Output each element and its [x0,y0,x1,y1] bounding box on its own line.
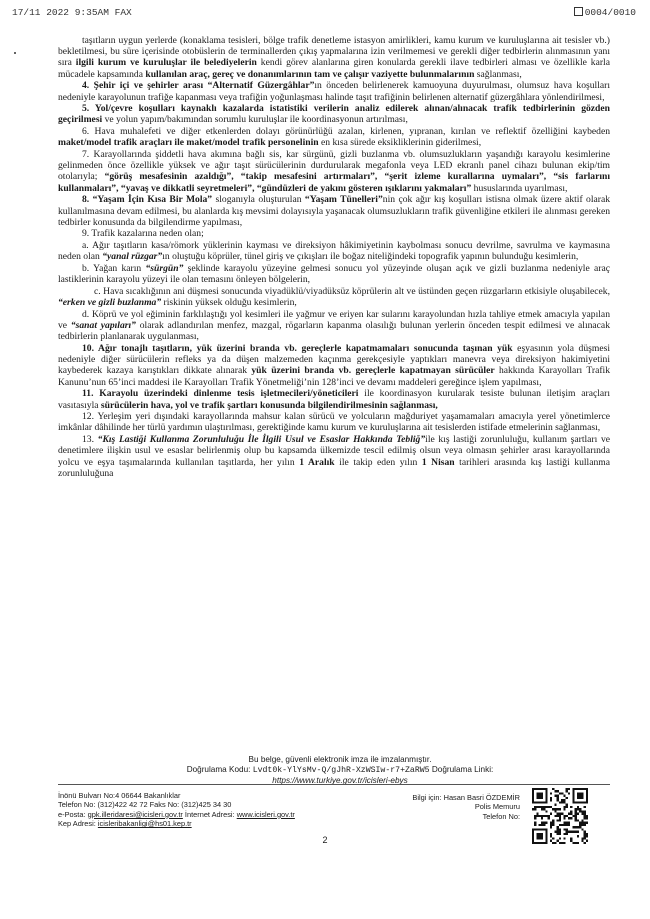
text-run: “erken ve gizli buzlanma” [58,297,162,309]
text-run: hususlarında uyarılması, [471,182,568,194]
paragraph [58,240,610,262]
email-link[interactable]: gpk.illeridaresi@icisleri.gov.tr [87,809,183,819]
text-run: 13. [82,434,98,446]
fax-header [12,7,636,21]
document-body [58,35,610,479]
verification-link-label: Doğrulama Linki: [431,765,494,774]
contact-info: Bilgi için: Hasan Basri ÖZDEMİR [412,793,520,802]
text-run: 10. Ağır tonajlı taşıtların, yük üzerini branda vb. gereçlerle kapatmamaları sonucunda taşınan yük [82,342,513,354]
e-signature-note [140,755,540,786]
footer-phone-fax: Telefon No: (312)422 42 72 Faks No: (312)425 34 30 [58,800,232,810]
text-run: ve yolun yapım/bakımından sorumlu kuruluşlar ile koordinasyonun artırılması, [102,114,408,126]
text-run: sürücülerin hava, yol ve trafik şartları konusunda bilgilendirilmesinin sağlanması, [100,399,438,411]
footer-address: İnönü Bulvarı No:4 06644 Bakanlıklar [58,791,181,800]
paragraph [58,411,610,433]
text-run: şeklinde karayolu yüzeyine gelmesi sonucu yol yüzeyinde oluşan açık ve gizli buzlanma nedeniyle araç lastiklerinin karayolu yüzeyi ile olan temasını önleyen bölgelerin, [58,263,610,286]
fax-page-counter [574,7,636,18]
text-run: 1 Aralık [299,456,335,468]
text-run: “görüş mesafesinin azaldığı”, “takip mesafesini artırmaları”, “şerit izleme kurallarına uymaları”, “sis farlarını kullanmaları”, “yavaş ve dikkatli seyretmeleri”, “gündüzleri de yakını gösteren ışıklarını yakmaları” [58,171,611,194]
text-run: sağlanması, [474,68,522,80]
kep-link[interactable]: icisleribakanligi@hs01.kep.tr [97,819,192,829]
text-run: yük üzerini branda vb. gereçlerle kapatmayan sürücüler [251,365,495,377]
text-run: c. Hava sıcaklığının ani düşmesi sonucunda viyadüklü/viyadüksüz köprülerin alt ve üstünden geçen rüzgarların etkisiyle oluşabilecek, [94,285,610,297]
text-run: d. Köprü ve yol eğiminin farklılaştığı yol kesimleri ile yağmur ve eriyen kar sularını karayolundan hızla tahliye etmek amacıyla yapılan ve [58,308,610,332]
paragraph [58,343,610,388]
footer-contact-links [58,810,418,819]
e-signature-statement: Bu belge, güvenli elektronik imza ile imzalanmıştır. [248,755,432,764]
paragraph [58,263,610,285]
text-run: ile takip eden yılın [334,456,422,468]
text-run: tarihleri arasında kış lastiği kullanma zorunluluğuna [58,456,610,479]
paragraph [58,388,610,410]
verification-code: Lvdt0k-YlYsMv-Q/gJhR-XzWSIw-r7+ZaRW5 [252,766,430,775]
text-run: olarak adlandırılan menfez, mazgal, rögarların kapanma olasılığı bulunan yerlerin önceden tespit edilmesi ve alınacak tedbirlerin planlanarak uygulanması, [58,320,610,343]
text-run: “sürgün” [145,263,184,275]
verification-line [140,765,540,786]
paragraph [58,80,610,102]
text-run: 9. Trafik kazalarına neden olan; [82,228,204,240]
web-label: İnternet Adresi: [184,809,235,819]
qr-code-icon [532,788,588,844]
text-run: 7. Karayollarında şiddetli hava akımına bağlı sis, kar sürgünü, gizli buzlanma vb. olumsuzlukların yaşandığı karayolu kesimlerine gelinmeden önce özellikle yüksek ve ağır taşıt sürücülerinin durdurularak megafonla veya LED ekranlı panel cihazı bulunan ekip/tim otolarıyla; [58,149,610,183]
text-run: kullanılan araç, gereç ve donanımlarının tam ve çalışır vaziyette bulunmalarının [145,68,475,80]
text-run: hakkında Karayolları Trafik Kanunu’nun 65’inci maddesi ile Karayolları Trafik Yönetmeliği’nin 128’inci ve devamı maddeleri gereğince işlem yapılması, [58,365,611,388]
text-run: “Kış Lastiği Kullanma Zorunluluğu İle İlgili Usul ve Esaslar Hakkında Tebliğ” [97,434,426,446]
text-run: 4. Şehir içi ve şehirler arası “Alternatif Güzergâhlar” [82,80,315,92]
text-run: nin çok ağır kış koşulları istisna olmak üzere aktif olarak kullanılmasına devam edilmesi, bu alanlarda kış mevsimi dolayısıyla yaşanacak olumsuzlukların trafik güvenliğine etkileri ile alınması gereken tedbirler konusunda da bilgilendirme yapılması, [58,194,611,228]
text-run: “Yaşam Tünelleri” [304,194,383,206]
paragraph [58,309,610,343]
paragraph-continuation [58,35,610,80]
footer-kep [58,819,418,828]
text-run: “sanat yapıları” [70,320,136,332]
text-run: taşıtların uygun yerlerde (konaklama tesisleri, bölge trafik denetleme istasyon amirlikleri, kamu kurum ve kuruluşlarına ait tesisler vb.) bekletilmesi, bu süre içerisinde otobüslerin de terminallerden çıkış yapmalarına izin verilmemesi ve gerekli diğer tedbirlerin alınmasının yanı sıra [58,35,610,69]
contact-phone: Telefon No: [482,811,520,821]
fax-page-counter-text: 0004/0010 [584,7,636,18]
checkbox-icon [574,7,583,16]
text-run: b. Yağan karın [82,263,146,275]
text-run: 1 Nisan [421,456,455,468]
verification-code-label: Doğrulama Kodu: [186,765,251,774]
paragraph [58,126,610,148]
paragraph [58,228,610,239]
verification-link[interactable]: https://www.turkiye.gov.tr/icisleri-ebys [272,776,408,785]
web-link[interactable]: www.icisleri.gov.tr [236,809,295,819]
contact-role: Polis Memuru [474,802,520,812]
text-run: en kısa sürede eksikliklerinin giderilmesi, [318,137,482,149]
fax-timestamp: 17/11 2022 9:35AM FAX [12,7,132,18]
paragraph [58,149,610,194]
text-run: ile koordinasyon kurularak tesiste bulunan iletişim araçları vasıtasıyla [58,388,610,411]
paragraph [58,194,610,228]
paragraph [58,286,610,308]
footer-divider [58,784,610,785]
footer-address-block [58,791,418,829]
paragraph [58,434,610,479]
text-run: 6. Hava muhalefeti ve diğer etkenlerden dolayı görünürlüğü azalan, kirlenen, yıpranan, kırılan ve reflektif özelliğini kaybeden [82,126,610,138]
paragraph [58,103,610,125]
text-run: sloganıyla oluşturulan [212,194,305,206]
text-run: kendi görev alanlarına giren konularda gerekli ilave tedbirleri alması ve özellikle karla mücadele kapsamında [58,57,610,80]
text-run: maket/model trafik araçları ile maket/model trafik personelinin [58,137,319,149]
text-run: 5. Yol/çevre koşulları kaynaklı kazalarda istatistiki verilerin analiz edilerek alınan/alınacak trafik tedbirlerinin gözden geçirilmesi [58,103,610,126]
text-run: 8. “Yaşam İçin Kısa Bir Mola” [82,194,213,206]
text-run: ile kış lastiği zorunluluğu, kullanım şartları ve denetimlere ilişkin usul ve esaslar belirlenmiş olup bu kapsamda ülkemizde tescil edilmiş olsun veya olmasın şehirler arası karayollarında yolcu ve eşya taşımalarında kullanılan taşıtlarda, her yılın [58,434,611,468]
text-run: ın oluştuğu köprüler, tünel giriş ve çıkışları ile boğaz niteliğindeki topografik yapının bulunduğu kesimlerin, [162,251,579,263]
text-run: a. Ağır taşıtların kasa/römork yüklerinin kayması ve direksiyon hâkimiyetinin kaybolması sonucu devrilme, savrulma ve kaymasına neden olan [58,240,610,263]
text-run: eşyasının yola düşmesi nedeniyle diğer sürücülerin refleks ya da düşen malzemeden kaçınma gerekçesiyle yaptıkları manevra veya direksiyon hakimiyetini kaybederek kazaya karıştıkları dikkate alınarak [58,342,611,377]
kep-label: Kep Adresi: [58,819,96,829]
text-run: ın önceden belirlenerek kamuoyuna duyurulması, olumsuz hava koşulları nedeniyle karayolunun trafiğe kapanması veya trafiğin yoğunlaşması halinde taşıt trafiğinin belirlenen alternatif güzergâhlara yönlendirilmesi, [58,80,610,103]
text-run: 12. Yerleşim yeri dışındaki karayollarında mahsur kalan sürücü ve yolcuların mağduriyet yaşamamaları amacıyla yerel yönetimlerce imkânlar dâhilinde her türlü yardımın ulaştırılması, gerektiğinde kamu kurum ve kuruluşlarına ait tesislerden istifade etmelerinin sağlanması, [58,411,610,434]
contact-person-block [400,793,520,821]
page-number: 2 [322,835,328,845]
text-run: riskinin yüksek olduğu kesimlerin, [161,297,297,309]
text-run: “yanal rüzgar” [102,251,163,263]
email-label: e-Posta: [58,809,86,819]
text-run: 11. Karayolu üzerindeki dinlenme tesis işletmecileri/yöneticileri [82,388,359,400]
punch-dot [14,52,16,54]
text-run: ilgili kurum ve kuruluşlar ile belediyelerin [75,57,257,69]
